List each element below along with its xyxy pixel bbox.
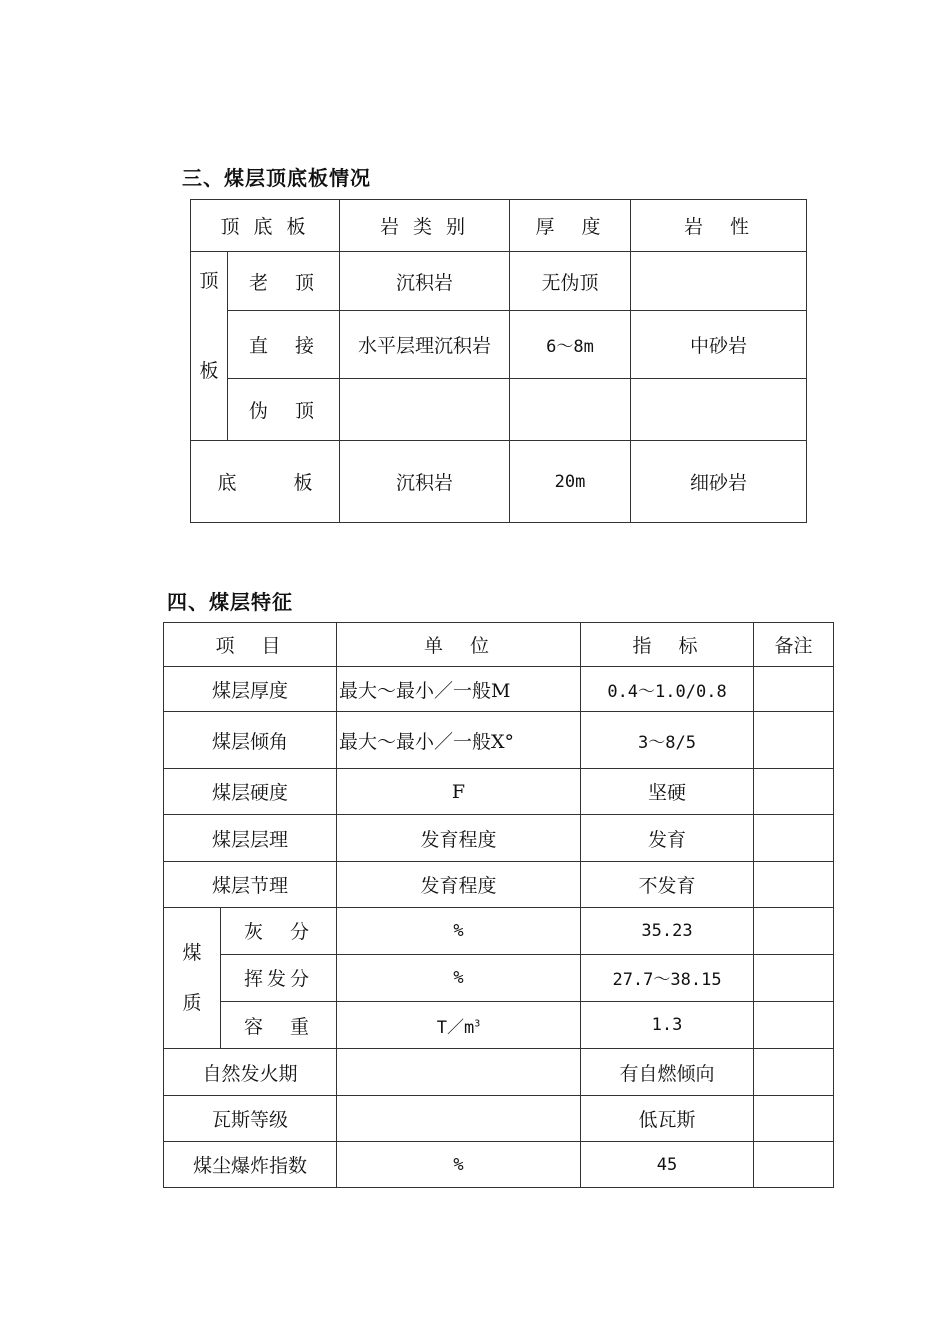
note-cell bbox=[754, 908, 834, 955]
unit-cell: % bbox=[337, 954, 581, 1002]
item-cell: 煤尘爆炸指数 bbox=[164, 1142, 337, 1188]
table-row bbox=[164, 769, 834, 815]
table-row bbox=[164, 954, 834, 1002]
roof-group-label: 顶 板 bbox=[191, 252, 228, 441]
item-cell: 煤层节理 bbox=[164, 862, 337, 908]
note-cell bbox=[754, 1142, 834, 1188]
unit-cell: % bbox=[337, 1142, 581, 1188]
table-row bbox=[191, 311, 807, 379]
note-cell bbox=[754, 862, 834, 908]
table-row bbox=[164, 667, 834, 712]
thickness-cell bbox=[510, 379, 631, 441]
table-row bbox=[164, 815, 834, 862]
rock-type-cell: 沉积岩 bbox=[340, 252, 510, 311]
unit-cell: 最大～最小／一般M bbox=[337, 667, 581, 712]
header-cell: 顶 底 板 bbox=[191, 200, 340, 252]
header-cell: 指 标 bbox=[581, 623, 754, 667]
header-cell: 单 位 bbox=[337, 623, 581, 667]
table-row bbox=[191, 252, 807, 311]
thickness-cell: 20m bbox=[510, 441, 631, 523]
floor-label: 底 板 bbox=[191, 441, 340, 523]
table-row bbox=[164, 908, 834, 955]
value-cell: 低瓦斯 bbox=[581, 1096, 754, 1142]
table-row bbox=[164, 1142, 834, 1188]
note-cell bbox=[754, 1002, 834, 1049]
header-cell: 备注 bbox=[754, 623, 834, 667]
header-cell: 岩 性 bbox=[631, 200, 807, 252]
value-cell: 发育 bbox=[581, 815, 754, 862]
header-cell: 厚 度 bbox=[510, 200, 631, 252]
section-3-heading: 三、煤层顶底板情况 bbox=[182, 166, 371, 190]
unit-cell: F bbox=[337, 769, 581, 815]
note-cell bbox=[754, 954, 834, 1002]
item-cell: 容 重 bbox=[221, 1002, 337, 1049]
coal-quality-group-label: 煤 质 bbox=[164, 908, 221, 1049]
item-cell: 煤层硬度 bbox=[164, 769, 337, 815]
note-cell bbox=[754, 1096, 834, 1142]
rock-type-cell: 沉积岩 bbox=[340, 441, 510, 523]
rock-nature-cell: 细砂岩 bbox=[631, 441, 807, 523]
table-row bbox=[164, 1002, 834, 1049]
header-cell: 岩 类 别 bbox=[340, 200, 510, 252]
table-row bbox=[164, 862, 834, 908]
value-cell: 有自燃倾向 bbox=[581, 1049, 754, 1096]
table-header-row bbox=[164, 623, 834, 667]
table-row bbox=[191, 441, 807, 523]
unit-cell bbox=[337, 1096, 581, 1142]
item-cell: 自然发火期 bbox=[164, 1049, 337, 1096]
note-cell bbox=[754, 1049, 834, 1096]
rock-nature-cell bbox=[631, 252, 807, 311]
row-label: 伪 顶 bbox=[228, 379, 340, 441]
unit-cell: 发育程度 bbox=[337, 815, 581, 862]
value-cell: 坚硬 bbox=[581, 769, 754, 815]
note-cell bbox=[754, 712, 834, 769]
header-cell: 项 目 bbox=[164, 623, 337, 667]
unit-cell bbox=[337, 1049, 581, 1096]
note-cell bbox=[754, 769, 834, 815]
table-row bbox=[164, 712, 834, 769]
value-cell: 27.7～38.15 bbox=[581, 954, 754, 1002]
item-cell: 煤层倾角 bbox=[164, 712, 337, 769]
rock-type-cell: 水平层理沉积岩 bbox=[340, 311, 510, 379]
table-row bbox=[164, 1049, 834, 1096]
unit-cell: 最大～最小／一般X° bbox=[337, 712, 581, 769]
rock-type-cell bbox=[340, 379, 510, 441]
value-cell: 不发育 bbox=[581, 862, 754, 908]
thickness-cell: 6～8m bbox=[510, 311, 631, 379]
unit-cell: $T/m^3$ bbox=[337, 1002, 581, 1049]
table-header-row bbox=[191, 200, 807, 252]
value-cell: 45 bbox=[581, 1142, 754, 1188]
value-cell: 0.4～1.0/0.8 bbox=[581, 667, 754, 712]
item-cell: 煤层层理 bbox=[164, 815, 337, 862]
item-cell: 瓦斯等级 bbox=[164, 1096, 337, 1142]
section-4-heading: 四、煤层特征 bbox=[167, 590, 293, 614]
value-cell: 1.3 bbox=[581, 1002, 754, 1049]
value-cell: 35.23 bbox=[581, 908, 754, 955]
item-cell: 灰 分 bbox=[221, 908, 337, 955]
coal-seam-table bbox=[163, 622, 834, 1188]
item-cell: 煤层厚度 bbox=[164, 667, 337, 712]
table-row bbox=[164, 1096, 834, 1142]
note-cell bbox=[754, 815, 834, 862]
rock-nature-cell bbox=[631, 379, 807, 441]
unit-cell: % bbox=[337, 908, 581, 955]
thickness-cell: 无伪顶 bbox=[510, 252, 631, 311]
item-cell: 挥发分 bbox=[221, 954, 337, 1002]
unit-cell: 发育程度 bbox=[337, 862, 581, 908]
table-row bbox=[191, 379, 807, 441]
roof-floor-table bbox=[190, 199, 807, 523]
note-cell bbox=[754, 667, 834, 712]
row-label: 老 顶 bbox=[228, 252, 340, 311]
value-cell: 3～8/5 bbox=[581, 712, 754, 769]
rock-nature-cell: 中砂岩 bbox=[631, 311, 807, 379]
row-label: 直 接 bbox=[228, 311, 340, 379]
